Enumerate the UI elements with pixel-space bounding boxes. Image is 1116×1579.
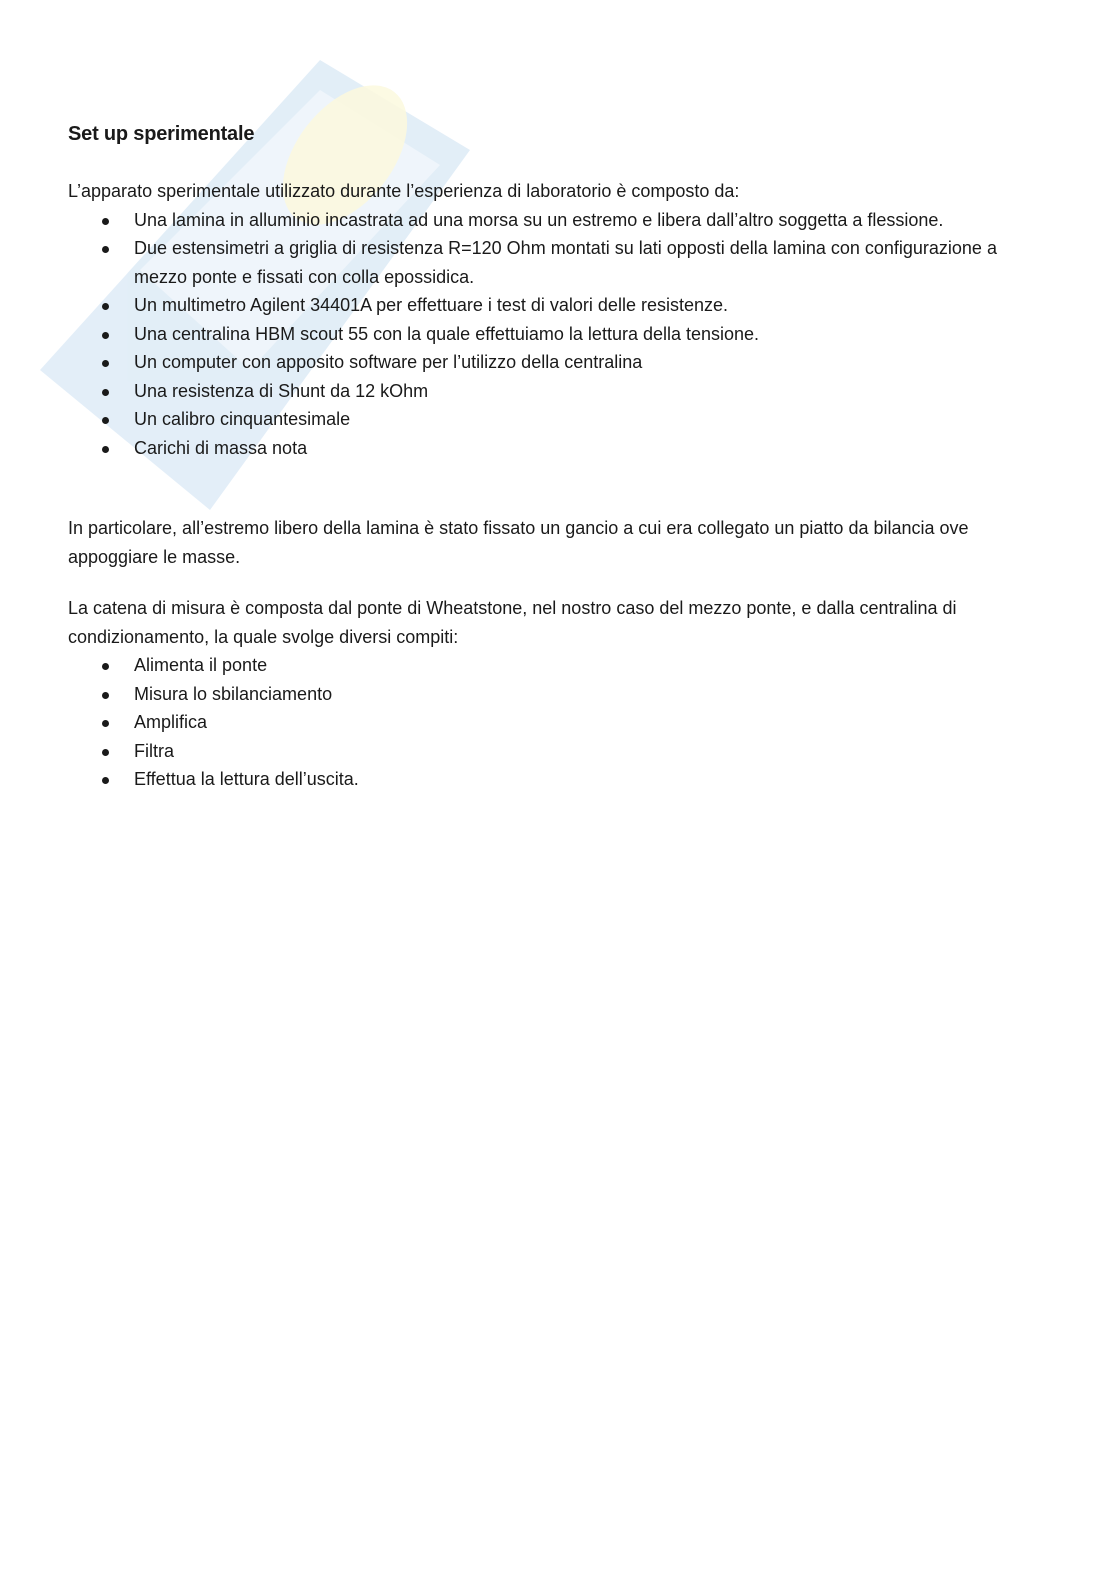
intro-paragraph: L’apparato sperimentale utilizzato durante l’esperienza di laboratorio è composto da: — [68, 181, 740, 201]
equipment-list — [68, 206, 1048, 463]
list-item: Filtra — [68, 737, 1048, 766]
section-title: Set up sperimentale — [68, 123, 255, 145]
equipment-section — [68, 177, 1048, 462]
setup-paragraph: In particolare, all’estremo libero della lamina è stato fissato un gancio a cui era collegato un piatto da bilancia ove appoggiare le masse. — [68, 518, 969, 567]
list-item: Una lamina in alluminio incastrata ad una morsa su un estremo e libera dall’altro soggetta a flessione. — [68, 206, 1048, 235]
list-item: Amplifica — [68, 708, 1048, 737]
list-item: Misura lo sbilanciamento — [68, 680, 1048, 709]
bullet-icon — [102, 246, 109, 253]
list-item: Effettua la lettura dell’uscita. — [68, 765, 1048, 794]
list-item: Una centralina HBM scout 55 con la quale effettuiamo la lettura della tensione. — [68, 320, 1048, 349]
list-item: Carichi di massa nota — [68, 434, 1048, 463]
measurement-chain-section — [68, 594, 1048, 794]
list-item: Due estensimetri a griglia di resistenza R=120 Ohm montati su lati opposti della lamina con configurazione a mezzo ponte e fissati con colla epossidica. — [68, 234, 1048, 291]
bullet-icon — [102, 332, 109, 339]
list-item: Un calibro cinquantesimale — [68, 405, 1048, 434]
bullet-icon — [102, 303, 109, 310]
bullet-icon — [102, 777, 109, 784]
list-item: Un computer con apposito software per l’utilizzo della centralina — [68, 348, 1048, 377]
list-item: Una resistenza di Shunt da 12 kOhm — [68, 377, 1048, 406]
bullet-icon — [102, 218, 109, 225]
bullet-icon — [102, 692, 109, 699]
list-item: Alimenta il ponte — [68, 651, 1048, 680]
list-item: Un multimetro Agilent 34401A per effettuare i test di valori delle resistenze. — [68, 291, 1048, 320]
bullet-icon — [102, 749, 109, 756]
bullet-icon — [102, 417, 109, 424]
bullet-icon — [102, 389, 109, 396]
bullet-icon — [102, 663, 109, 670]
bullet-icon — [102, 446, 109, 453]
measurement-chain-paragraph: La catena di misura è composta dal ponte di Wheatstone, nel nostro caso del mezzo ponte, e dalla centralina di condizionamento, la quale svolge diversi compiti: — [68, 598, 957, 647]
bullet-icon — [102, 720, 109, 727]
bullet-icon — [102, 360, 109, 367]
tasks-list — [68, 651, 1048, 794]
